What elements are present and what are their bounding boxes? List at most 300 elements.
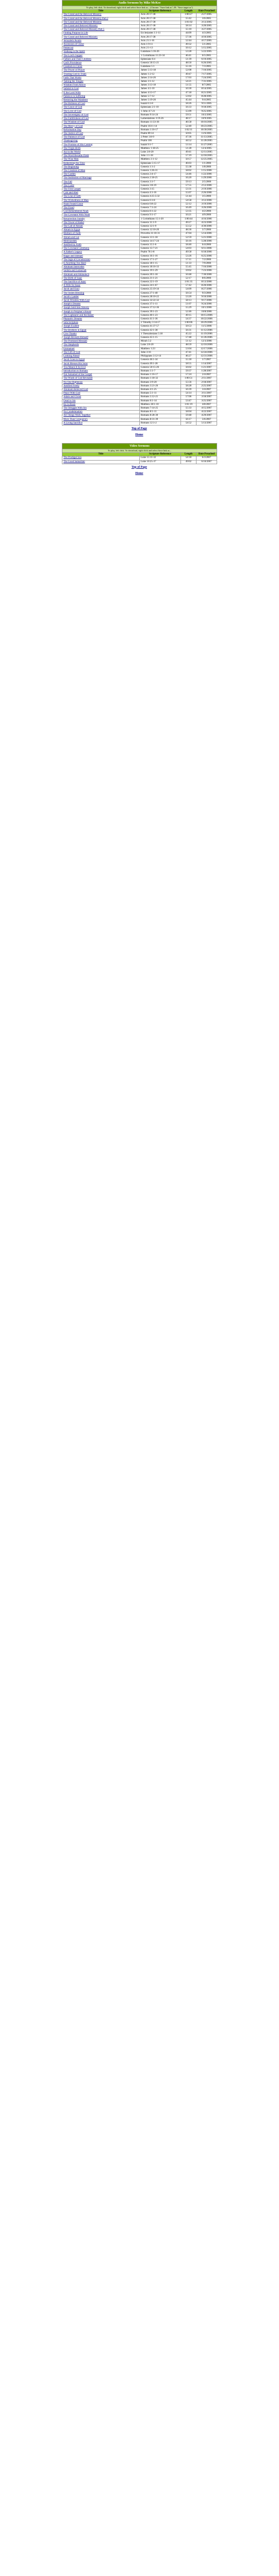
date-preached: 5/14/2006: [196, 232, 217, 236]
sermon-title-link[interactable]: The Mercy of God: [62, 125, 140, 128]
sermon-title-link[interactable]: Joseph Sold Into Slavery: [62, 307, 140, 310]
sermon-title-link[interactable]: Wisdom From Above: [62, 84, 140, 88]
sermon-length: 46:58: [181, 121, 196, 125]
sermon-length: 56:33: [181, 106, 196, 110]
scripture-reference: Genesis 21:1-21: [140, 277, 181, 280]
sermon-title-link[interactable]: Abraham Intercedes: [62, 266, 140, 269]
date-preached: 7/9/2006: [196, 262, 217, 266]
sermon-title-link[interactable]: More Than Conquerors: [62, 418, 140, 421]
sermon-length: 50:53: [181, 325, 196, 329]
date-preached: 8/27/2006: [196, 288, 217, 292]
date-preached: 6/10/2007: [196, 460, 217, 464]
scripture-reference: Ephesians 2:1-10: [140, 106, 181, 110]
sermon-title-link[interactable]: Give Thanks: [62, 332, 140, 336]
table-row: [62, 39, 217, 43]
sermon-title-link[interactable]: The Institution of Marriage: [62, 177, 140, 180]
sermon-length: 49:47: [181, 73, 196, 76]
sermon-title-link[interactable]: The Sign of Circumcision: [62, 258, 140, 262]
table-row: [62, 340, 217, 344]
sermon-length: 54:58: [181, 199, 196, 202]
col-title: Title: [62, 10, 140, 13]
date-preached: 9/3/2006: [196, 292, 217, 295]
date-preached: 2/25/2007: [196, 384, 217, 388]
sermon-title-link[interactable]: The Wrath of God Revealed: [62, 377, 140, 381]
sermon-title-link[interactable]: Sola Scriptura: [62, 321, 140, 325]
sermon-length: 51:55: [181, 84, 196, 88]
sermon-length: 52:08: [181, 69, 196, 73]
date-preached: 11/13/2005: [196, 136, 217, 140]
sermon-title-link[interactable]: The Prodigal Son: [62, 456, 140, 460]
sermon-title-link[interactable]: Jacob Goes to Egypt: [62, 359, 140, 362]
sermon-title-link[interactable]: Walking in the Spirit: [62, 50, 140, 54]
sermon-title-link[interactable]: Jacob and Esau: [62, 288, 140, 292]
sermon-length: 54:14: [181, 392, 196, 396]
sermon-title-link[interactable]: A Father's Legacy: [62, 251, 140, 255]
table-row: [62, 192, 217, 195]
date-preached: 8/28/2005: [196, 95, 217, 98]
sermon-length: 45:22: [181, 332, 196, 336]
sermon-length: 55:16: [181, 65, 196, 69]
date-preached: 5/28/2006: [196, 240, 217, 243]
sermon-title-link[interactable]: The Cupbearer and the Baker: [62, 314, 140, 317]
sermon-title-link[interactable]: The Struggle With Sin: [62, 406, 140, 410]
sermon-title-link[interactable]: The Creation of Man: [62, 169, 140, 173]
date-preached: 6/25/2006: [196, 255, 217, 258]
scripture-reference: Genesis 50:15-21: [140, 62, 181, 65]
scripture-reference: Isaiah 9:1-7: [140, 143, 181, 147]
video-instructions: To play, left click. To download, right click and select Save link as...: [62, 449, 217, 452]
sermon-title-link[interactable]: The Flood: [62, 206, 140, 210]
date-preached: 10/23/2005: [196, 125, 217, 128]
scripture-reference: Genesis 7:1-24: [140, 206, 181, 210]
sermon-title-link[interactable]: Adam and Christ: [62, 396, 140, 399]
table-row: [62, 392, 217, 396]
table-row: [62, 384, 217, 388]
date-preached: 5/6/2007: [196, 418, 217, 421]
date-preached: 5/1/2005: [196, 43, 217, 47]
sermon-title-link[interactable]: Redeeming the Time: [62, 162, 140, 165]
sermon-length: 1:02:11: [181, 128, 196, 132]
date-preached: 5/7/2006: [196, 229, 217, 232]
sermon-title-link[interactable]: The Justice of God: [62, 132, 140, 135]
sermon-title-link[interactable]: Joseph Reveals Himself: [62, 336, 140, 340]
scripture-reference: Genesis 37:1-11: [140, 303, 181, 307]
sermon-title-link[interactable]: Joseph in Potiphar's House: [62, 310, 140, 314]
sermon-title-link[interactable]: Trusting God in Trials: [62, 73, 140, 76]
table-row: [62, 217, 217, 221]
table-row: [62, 214, 217, 217]
table-row: [62, 281, 217, 284]
date-preached: 6/19/2005: [196, 58, 217, 61]
scripture-reference: Matthew 28:1-10: [140, 403, 181, 406]
table-row: [62, 206, 217, 210]
sermon-title-link[interactable]: He Is Risen: [62, 403, 140, 406]
date-preached: 3/4/2007: [196, 388, 217, 392]
sermon-title-link[interactable]: God's Providence: [62, 62, 140, 65]
scripture-reference: Acts 2:1-13: [140, 47, 181, 50]
scripture-reference: Genesis 40:1-23: [140, 314, 181, 317]
sermon-title-link[interactable]: A Wife for Isaac: [62, 284, 140, 288]
sermon-length: 50:48: [181, 273, 196, 277]
sermon-title-link[interactable]: Is Anything Too Hard: [62, 262, 140, 266]
scripture-reference: Lamentations 3:19-26: [140, 117, 181, 121]
scripture-reference: Genesis 25:19-34: [140, 288, 181, 292]
col-length: Length: [181, 453, 196, 456]
table-row: [62, 303, 217, 307]
sermon-title-link[interactable]: The Grand and the Beloved Ministry: [62, 13, 140, 17]
sermon-title-link[interactable]: Patience in Suffering: [62, 95, 140, 98]
sermon-title-link[interactable]: The Call of Abram: [62, 225, 140, 228]
sermon-title-link[interactable]: Faith That Works: [62, 76, 140, 80]
sermon-title-link[interactable]: The Grand and the Beloved Ministry: [62, 21, 140, 24]
date-preached: 6/4/2006: [196, 244, 217, 247]
date-preached: 2/4/2007: [196, 374, 217, 377]
sermon-length: 57:42: [181, 284, 196, 288]
sermon-title-link[interactable]: Abram and Lot: [62, 236, 140, 240]
sermon-title-link[interactable]: Looking Ahead: [62, 355, 140, 359]
date-preached: 7/17/2005: [196, 73, 217, 76]
sermon-title-link[interactable]: All Things Work Together: [62, 414, 140, 418]
sermon-length: 50:30: [181, 88, 196, 91]
sermon-length: 52:59: [181, 236, 196, 240]
sermon-title-link[interactable]: Reformation Day: [62, 128, 140, 132]
sermon-title-link[interactable]: The Fall: [62, 180, 140, 184]
sermon-title-link[interactable]: The Power of Prayer: [62, 69, 140, 73]
sermon-title-link[interactable]: Cain and Abel: [62, 192, 140, 195]
table-row: [62, 262, 217, 266]
sermon-title-link[interactable]: The Beginning: [62, 165, 140, 169]
sermon-title-link[interactable]: The Grand and the Beloved Ministry Part 2: [62, 17, 140, 21]
sermon-title-link[interactable]: Peace With God: [62, 392, 140, 396]
scripture-reference: Genesis 46:1-34: [140, 359, 181, 362]
table-row: [62, 117, 217, 121]
sermon-title-link[interactable]: Joseph's Dreams: [62, 303, 140, 307]
table-row: [62, 221, 217, 225]
sermon-title-link[interactable]: The Faithfulness of God: [62, 117, 140, 121]
sermon-title-link[interactable]: The Covenant Ceremony: [62, 247, 140, 251]
sermon-title-link[interactable]: The Holiness of God: [62, 103, 140, 106]
sermon-title-link[interactable]: The Grace of God: [62, 106, 140, 110]
date-preached: 11/20/2005: [196, 140, 217, 143]
table-row: [62, 73, 217, 76]
sermon-title-link[interactable]: Joy to the World: [62, 150, 140, 154]
sermon-title-link[interactable]: If the Lord Wills: [62, 91, 140, 95]
sermon-title-link[interactable]: Noah Found Grace: [62, 202, 140, 206]
table-row: [62, 321, 217, 325]
date-preached: 1/21/2007: [196, 366, 217, 369]
scripture-reference: Genesis 22:1-19: [140, 281, 181, 284]
sermon-title-link[interactable]: The Word Became Flesh: [62, 155, 140, 158]
sermon-title-link[interactable]: Jacob Blesses His Sons: [62, 362, 140, 366]
sermon-length: 55:38: [181, 165, 196, 169]
date-preached: 12/25/2005: [196, 158, 217, 162]
sermon-title-link[interactable]: Jacob Wrestles With God: [62, 299, 140, 303]
sermon-length: 53:28: [181, 50, 196, 54]
sermon-title-link[interactable]: Fathers and Their Children: [62, 58, 140, 61]
scripture-reference: Acts 20:17-38: [140, 17, 181, 21]
scripture-reference: Acts 20:17-38: [140, 25, 181, 28]
sermon-title-link[interactable]: You Meant It for Evil: [62, 366, 140, 369]
sermon-title-link[interactable]: Abram in Egypt: [62, 229, 140, 232]
date-preached: 11/6/2005: [196, 132, 217, 135]
scripture-reference: Acts 1:9-11: [140, 43, 181, 47]
scripture-reference: James 4:13-17: [140, 91, 181, 95]
scripture-reference: 1 Corinthians 11:23-34: [140, 54, 181, 58]
table-row: [62, 347, 217, 351]
table-row: [62, 69, 217, 73]
sermon-length: 57:11: [181, 258, 196, 262]
date-preached: 2/27/2005: [196, 13, 217, 17]
sermon-title-link[interactable]: Freedom in Christ: [62, 65, 140, 69]
table-row: [62, 80, 217, 84]
sermon-title-link[interactable]: Justified Freely: [62, 384, 140, 388]
table-row: [62, 180, 217, 184]
sermon-title-link[interactable]: Thanksgiving: [62, 140, 140, 143]
date-preached: 2/19/2006: [196, 188, 217, 191]
table-row: [62, 355, 217, 359]
sermon-title-link[interactable]: No One Righteous: [62, 381, 140, 384]
sermon-title-link[interactable]: The Brothers in Egypt: [62, 329, 140, 332]
sermon-title-link[interactable]: The Garden: [62, 173, 140, 177]
scripture-reference: Luke 15:11-32: [140, 456, 181, 460]
sermon-title-link[interactable]: The Promise of His Coming: [62, 143, 140, 147]
col-date: Date Preached: [196, 453, 217, 456]
date-preached: 11/19/2006: [196, 332, 217, 336]
sermon-title-link[interactable]: The Line of Seth: [62, 195, 140, 199]
sermon-title-link[interactable]: The Tower of Babel: [62, 221, 140, 225]
sermon-title-link[interactable]: Ascension of Christ: [62, 43, 140, 47]
sermon-title-link[interactable]: Sodom and Gomorrah: [62, 269, 140, 273]
table-row: [62, 91, 217, 95]
date-preached: 1/15/2006: [196, 169, 217, 173]
date-preached: 12/4/2005: [196, 147, 217, 150]
sermon-title-link[interactable]: The Gift of God: [62, 351, 140, 354]
scripture-reference: 1 Thessalonians 5:18: [140, 332, 181, 336]
table-row: [62, 21, 217, 24]
date-preached: 9/4/2005: [196, 99, 217, 103]
date-preached: 4/29/2007: [196, 414, 217, 418]
sermon-length: 53:31: [181, 188, 196, 191]
date-preached: 9/25/2005: [196, 110, 217, 113]
sermon-title-link[interactable]: The Covenant With Noah: [62, 214, 140, 217]
sermon-length: 45:44: [181, 99, 196, 103]
sermon-title-link[interactable]: Abraham Believed God: [62, 388, 140, 392]
scripture-reference: Genesis 18:1-15: [140, 262, 181, 266]
sermon-title-link[interactable]: The Wisdom of God: [62, 121, 140, 125]
video-table: [62, 443, 217, 464]
sermon-length: 49:41: [181, 150, 196, 154]
sermon-length: 49:15: [181, 314, 196, 317]
table-row: [62, 411, 217, 414]
table-row: [62, 110, 217, 113]
sermon-length: 47:18: [181, 91, 196, 95]
table-row: [62, 13, 217, 17]
sermon-title-link[interactable]: The First Gospel: [62, 188, 140, 191]
scripture-reference: Romans 8:31-39: [140, 418, 181, 421]
date-preached: 6/18/2006: [196, 251, 217, 255]
table-row: [62, 288, 217, 292]
date-preached: 7/24/2005: [196, 76, 217, 80]
top-of-page-link-2[interactable]: Top of Page: [131, 465, 147, 469]
sermon-title-link[interactable]: Hagar and Ishmael: [62, 255, 140, 258]
date-preached: 6/11/2006: [196, 247, 217, 251]
home-link-2[interactable]: Home: [135, 471, 143, 475]
date-preached: 8/13/2006: [196, 281, 217, 284]
scripture-reference: Genesis 6:8-22: [140, 202, 181, 206]
scripture-reference: Genesis 15:7-21: [140, 247, 181, 251]
table-row: [62, 132, 217, 135]
date-preached: 9/11/2005: [196, 103, 217, 106]
date-preached: 1/22/2006: [196, 173, 217, 177]
sermon-title-link[interactable]: The Good Samaritan: [62, 460, 140, 464]
sermon-length: 54:46: [181, 173, 196, 177]
sermon-title-link[interactable]: Pharaoh's Dreams: [62, 318, 140, 321]
table-row: [62, 210, 217, 214]
sermon-title-link[interactable]: Justified by Faith: [62, 244, 140, 247]
sermon-title-link[interactable]: The Sacrifice of Isaac: [62, 281, 140, 284]
date-preached: 6/26/2005: [196, 62, 217, 65]
sermon-title-link[interactable]: The Patience of God: [62, 136, 140, 140]
date-preached: 3/12/2006: [196, 199, 217, 202]
table-row: [62, 244, 217, 247]
sermon-length: 50:57: [181, 158, 196, 162]
table-row: [62, 421, 217, 425]
sermon-length: 59:02: [181, 269, 196, 273]
scripture-reference: Genesis 27:1-40: [140, 292, 181, 295]
scripture-reference: Acts 21:1-16: [140, 39, 181, 43]
scripture-reference: James 4:1-10: [140, 88, 181, 91]
sermon-length: 51:44: [181, 195, 196, 199]
sermon-title-link[interactable]: Pentecost: [62, 47, 140, 50]
table-row: [62, 17, 217, 21]
scripture-reference: Genesis 18:16-33: [140, 266, 181, 269]
sermon-title-link[interactable]: God Remembered Noah: [62, 210, 140, 214]
table-row: [62, 28, 217, 32]
table-row: [62, 177, 217, 180]
date-preached: 2/18/2007: [196, 381, 217, 384]
table-row: [62, 169, 217, 173]
sermon-title-link[interactable]: Finding Purpose in Life: [62, 32, 140, 36]
sermon-length: 56:39: [181, 388, 196, 392]
sermon-title-link[interactable]: The Lord's Supper: [62, 54, 140, 58]
col-length: Length: [181, 10, 196, 13]
sermon-title-link[interactable]: The Birth of Isaac: [62, 277, 140, 280]
date-preached: 11/27/2005: [196, 143, 217, 147]
table-row: [62, 325, 217, 329]
date-preached: 1/7/2007: [196, 359, 217, 362]
date-preached: 10/16/2005: [196, 121, 217, 125]
table-row: [62, 332, 217, 336]
scripture-reference: Genesis 28:10-22: [140, 295, 181, 299]
sermon-title-link[interactable]: Resurrection Sunday: [62, 217, 140, 221]
sermon-title-link[interactable]: Mothers of Faith: [62, 232, 140, 236]
scripture-reference: Genesis 37:12-36: [140, 307, 181, 310]
sermon-length: 56:02: [181, 366, 196, 369]
sermon-title-link[interactable]: No Condemnation: [62, 411, 140, 414]
sermon-title-link[interactable]: Emmanuel: [62, 347, 140, 351]
date-preached: 5/22/2005: [196, 50, 217, 54]
sermon-length: 55:18: [181, 359, 196, 362]
sermon-title-link[interactable]: The Grand and Beloved Ministry: [62, 25, 140, 28]
date-preached: 7/3/2005: [196, 65, 217, 69]
date-preached: 1/28/2007: [196, 369, 217, 373]
date-preached: 3/13/2005: [196, 21, 217, 24]
table-row: [62, 236, 217, 240]
sermon-length: 49:32: [181, 43, 196, 47]
sermon-length: 48:17: [181, 117, 196, 121]
sermon-title-link[interactable]: Submit to God: [62, 88, 140, 91]
date-preached: 10/9/2005: [196, 117, 217, 121]
sermon-length: 1:00:51: [181, 377, 196, 381]
sermon-title-link[interactable]: The Curse: [62, 184, 140, 188]
scripture-reference: Genesis 13:1-18: [140, 236, 181, 240]
table-row: [62, 54, 217, 58]
sermon-title-link[interactable]: The Virgin Birth: [62, 147, 140, 150]
scripture-reference: Romans 12:1-2: [140, 421, 181, 425]
sermon-title-link[interactable]: Introduction to Romans: [62, 369, 140, 373]
sermon-title-link[interactable]: The Grand and Beloved Ministry: [62, 36, 140, 39]
sermon-length: 47:04: [181, 232, 196, 236]
scripture-reference: Romans 8:1-11: [140, 411, 181, 414]
sermon-length: 48:36: [181, 229, 196, 232]
date-preached: 3/20/2005: [196, 25, 217, 28]
sermon-title-link[interactable]: Not Ashamed of the Gospel: [62, 374, 140, 377]
sermon-title-link[interactable]: The Sovereignty of God: [62, 113, 140, 117]
sermon-title-link[interactable]: Dead to Sin: [62, 399, 140, 403]
scripture-reference: Romans 1:18-32: [140, 377, 181, 381]
sermon-length: 56:31: [181, 329, 196, 332]
sermon-title-link[interactable]: Restoring the Wanderer: [62, 99, 140, 103]
sermon-title-link[interactable]: The Wise Men: [62, 158, 140, 162]
table-row: [62, 403, 217, 406]
sermon-title-link[interactable]: The Shepherds: [62, 344, 140, 347]
top-of-page-link[interactable]: Top of Page: [131, 427, 147, 430]
date-preached: 7/2/2006: [196, 258, 217, 262]
sermon-title-link[interactable]: The Promised Messiah: [62, 340, 140, 344]
table-row: [62, 165, 217, 169]
date-preached: 3/11/2007: [196, 392, 217, 396]
sermon-title-link[interactable]: Taming the Tongue: [62, 80, 140, 84]
sermon-title-link[interactable]: The Grand and Beloved Ministry Part 5: [62, 28, 140, 32]
scripture-reference: Ephesians 5:15-17: [140, 162, 181, 165]
table-row: [62, 269, 217, 273]
sermon-length: 44:52: [181, 140, 196, 143]
table-row: [62, 381, 217, 384]
sermon-title-link[interactable]: The Stolen Blessing: [62, 292, 140, 295]
sermon-title-link[interactable]: Jacob's Ladder: [62, 295, 140, 299]
date-preached: 12/3/2006: [196, 340, 217, 344]
sermon-title-link[interactable]: The Love of God: [62, 110, 140, 113]
sermon-length: 57:48: [181, 336, 196, 340]
sermon-title-link[interactable]: A Living Sacrifice: [62, 421, 140, 425]
table-row: [62, 84, 217, 88]
col-scripture: Scripture Reference: [140, 453, 181, 456]
scripture-reference: James 5:19-20: [140, 99, 181, 103]
home-link[interactable]: Home: [135, 433, 143, 436]
sermon-title-link[interactable]: Melchizedek: [62, 240, 140, 243]
sermon-title-link[interactable]: Joseph Exalted: [62, 325, 140, 329]
scripture-reference: Genesis 20:1-18: [140, 273, 181, 277]
sermon-length: 53:04: [181, 347, 196, 351]
date-preached: 3/6/2005: [196, 17, 217, 21]
sermon-title-link[interactable]: Jerusalem Awaits: [62, 39, 140, 43]
sermon-title-link[interactable]: The Wickedness of Man: [62, 199, 140, 202]
scripture-reference: Acts 20:17-38: [140, 28, 181, 32]
date-preached: 3/18/2007: [196, 396, 217, 399]
scripture-reference: Genesis 32:22-32: [140, 299, 181, 303]
sermon-title-link[interactable]: Abraham and Abimelech: [62, 273, 140, 277]
table-row: [62, 32, 217, 36]
